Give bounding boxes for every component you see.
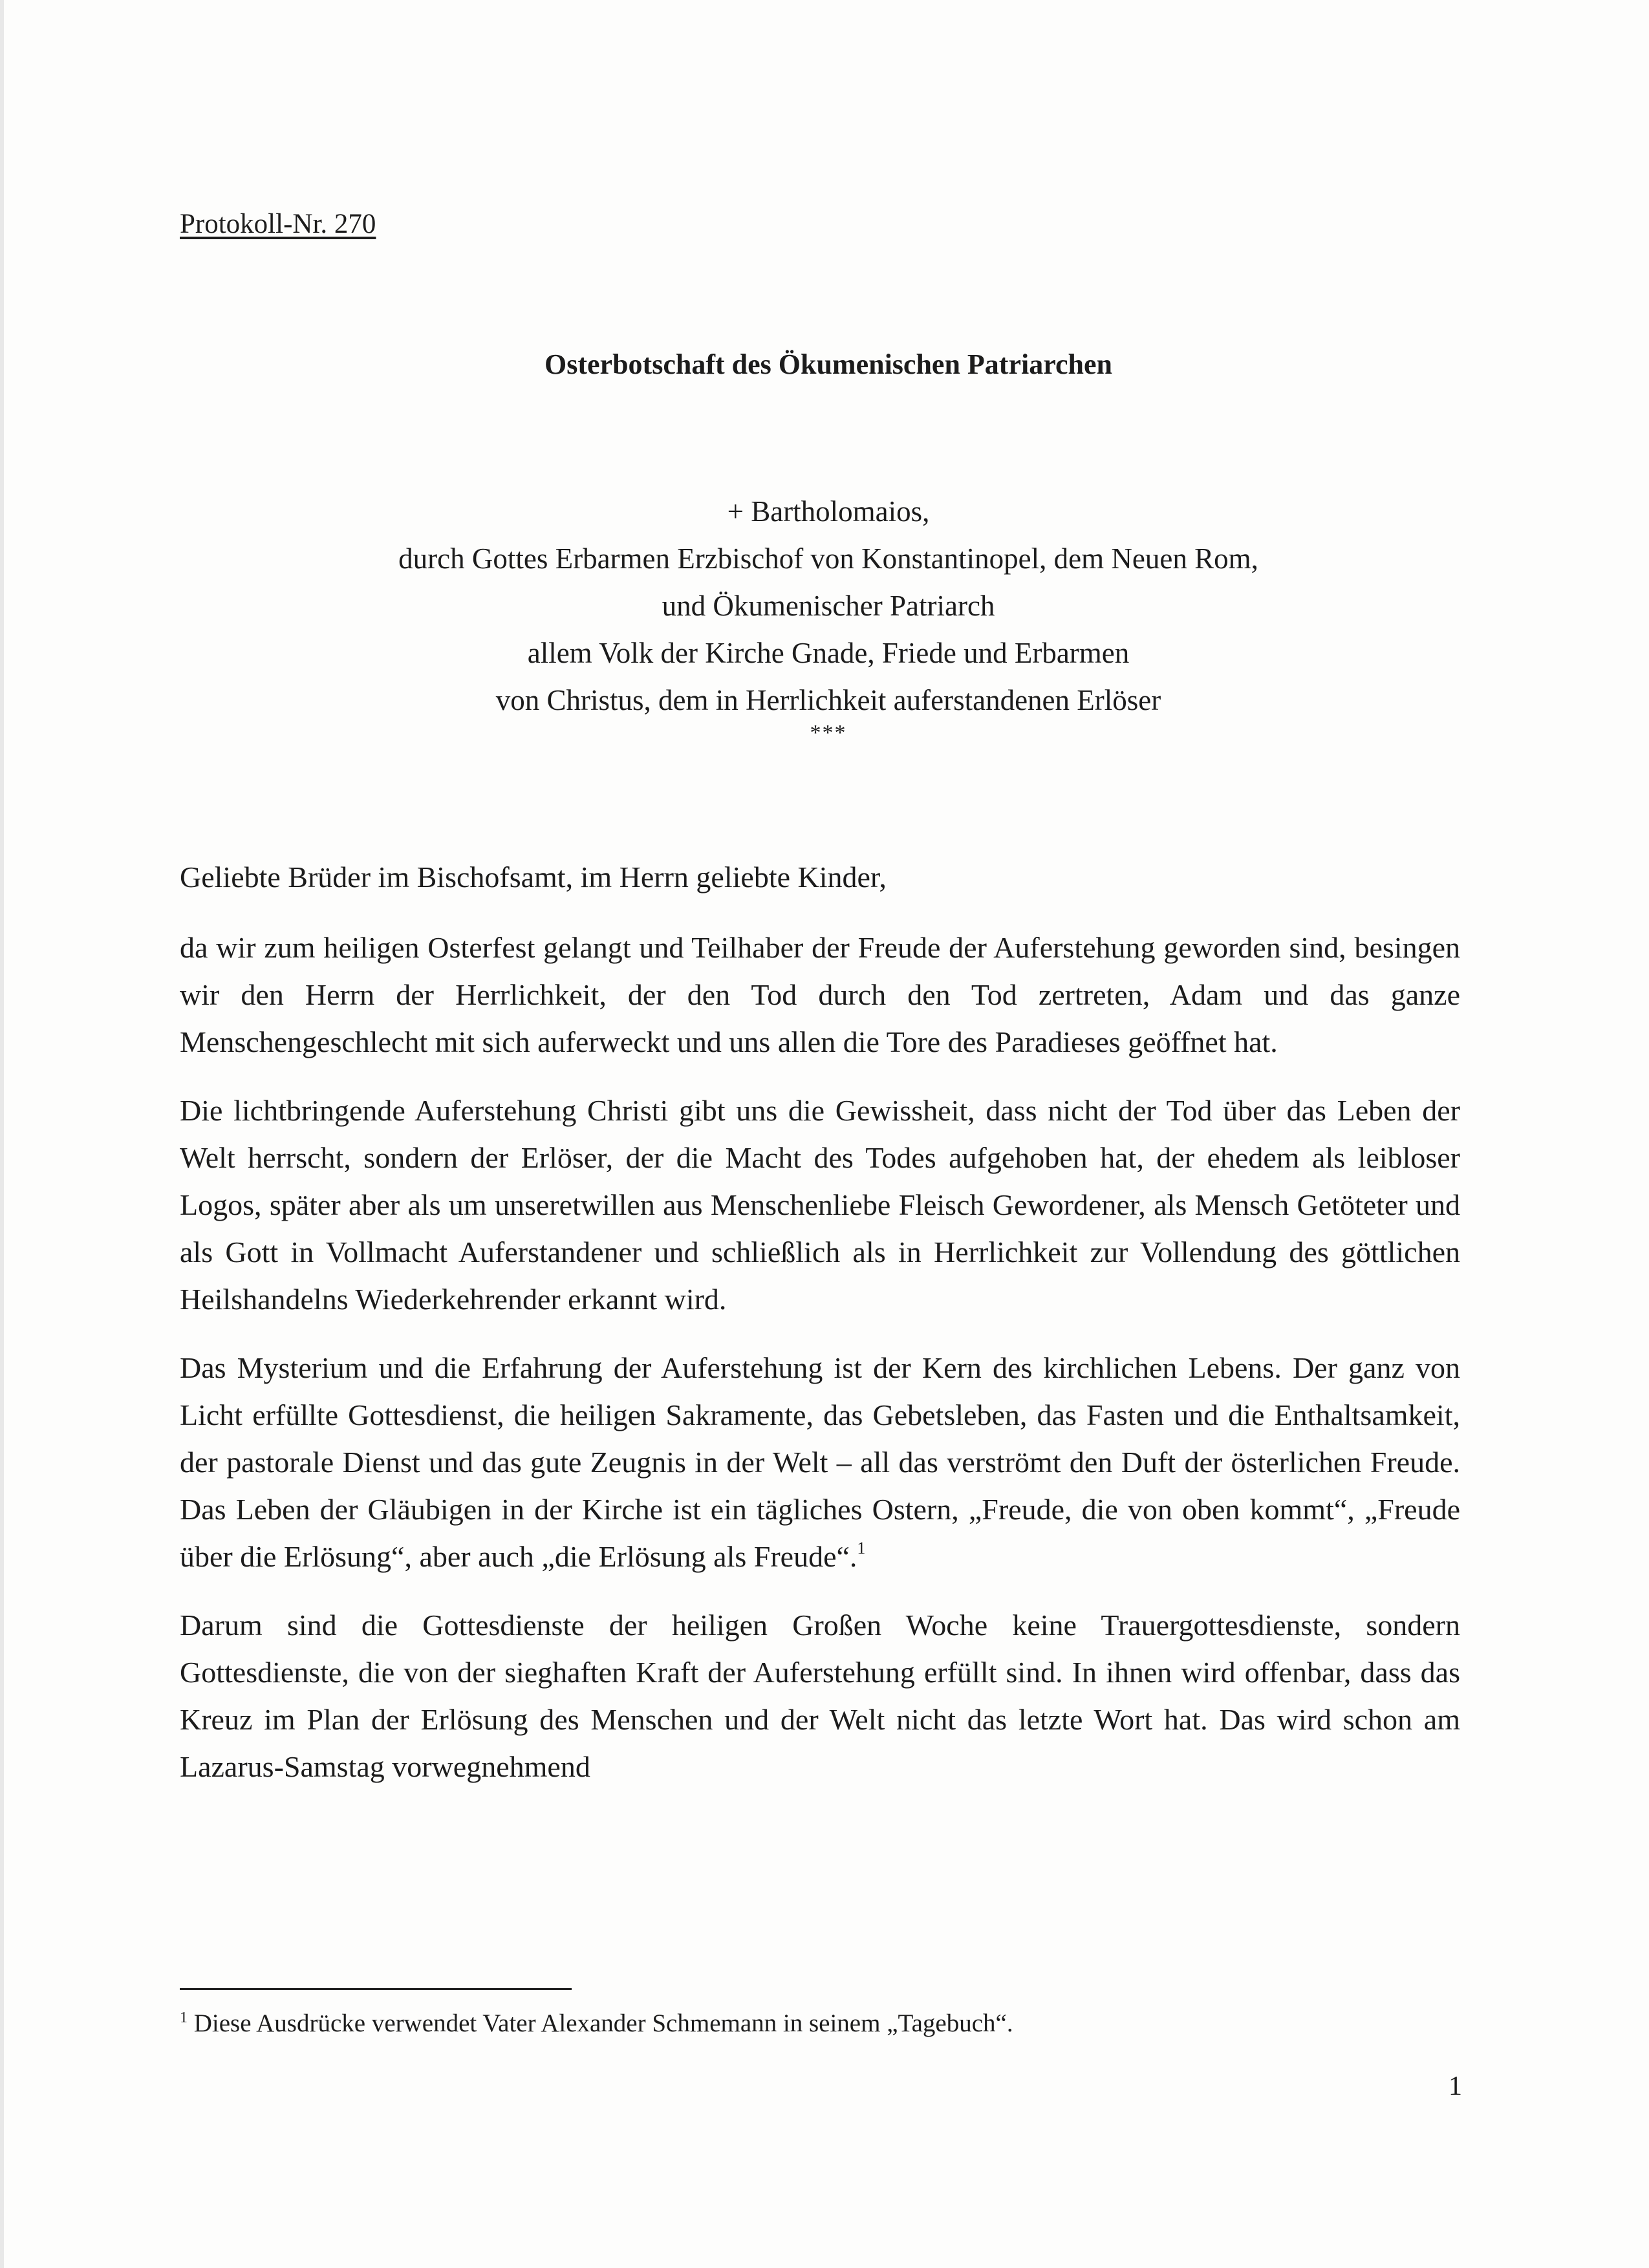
paragraph: da wir zum heiligen Osterfest gelangt und Teilhaber der Freude der Auferstehung geworden sind, besingen wir den Herrn der Herrlichkeit, der den Tod durch den Tod zertreten, Adam und das ganze Menschengeschlecht mit sich auferweckt und uns allen die Tore des Paradieses geöffnet hat. <box>180 931 1460 1058</box>
salutation-line: durch Gottes Erbarmen Erzbischof von Konstantinopel, dem Neuen Rom, <box>398 542 1258 575</box>
footnote <box>180 2004 1013 2043</box>
footnote-marker: 1 <box>180 2009 188 2026</box>
protocol-number: Protokoll-Nr. 270 <box>180 209 376 239</box>
salutation-line: allem Volk der Kirche Gnade, Friede und Erbarmen <box>527 637 1130 669</box>
footnote-reference: 1 <box>857 1539 866 1557</box>
page-number: 1 <box>1449 2071 1462 2101</box>
salutation-line: + Bartholomaios, <box>727 495 930 528</box>
body-text <box>180 853 1460 1812</box>
salutation-block <box>4 488 1649 724</box>
document-title: Osterbotschaft des Ökumenischen Patriarchen <box>544 348 1112 380</box>
paragraph <box>180 1344 1460 1580</box>
section-separator: *** <box>810 721 847 745</box>
paragraph: Darum sind die Gottesdienste der heiligen Großen Woche keine Trauergottesdienste, sondern Gottesdienste, die von der sieghaften Kraft der Auferstehung erfüllt sind. In ihnen wird offenbar, dass das Kreuz im Plan der Erlösung des Menschen und der Welt nicht das letzte Wort hat. Das wird schon am Lazarus-Samstag vorwegnehmend <box>180 1609 1460 1783</box>
salutation-line: von Christus, dem in Herrlichkeit auferstandenen Erlöser <box>495 684 1161 716</box>
footnote-divider <box>180 1988 572 1990</box>
paragraph: Die lichtbringende Auferstehung Christi gibt uns die Gewissheit, dass nicht der Tod über das Leben der Welt herrscht, sondern der Erlöser, der die Macht des Todes aufgehoben hat, der ehedem als leibloser Logos, später aber als um unseretwillen aus Menschenliebe Fleisch Gewordener, als Mensch Getöteter und als Gott in Vollmacht Auferstandener und schließlich als in Herrlichkeit zur Vollendung des göttlichen Heilshandelns Wiederkehrender erkannt wird. <box>180 1094 1460 1316</box>
footnote-text: Diese Ausdrücke verwendet Vater Alexander Schmemann in seinem „Tagebuch“. <box>193 2009 1013 2037</box>
salutation-line: und Ökumenischer Patriarch <box>662 590 995 622</box>
greeting: Geliebte Brüder im Bischofsamt, im Herrn geliebte Kinder, <box>180 861 887 893</box>
paragraph-text: Das Mysterium und die Erfahrung der Auferstehung ist der Kern des kirchlichen Lebens. Der ganz von Licht erfüllte Gottesdienst, die heiligen Sakramente, das Gebetsleben, das Fasten und die Enthaltsamkeit, der pastorale Dienst und das gute Zeugnis in der Welt – all das verströmt den Duft der österlichen Freude. Das Leben der Gläubigen in der Kirche ist ein tägliches Ostern, „Freude, die von oben kommt“, „Freude über die Erlösung“, aber auch „die Erlösung als Freude“. <box>180 1351 1460 1573</box>
